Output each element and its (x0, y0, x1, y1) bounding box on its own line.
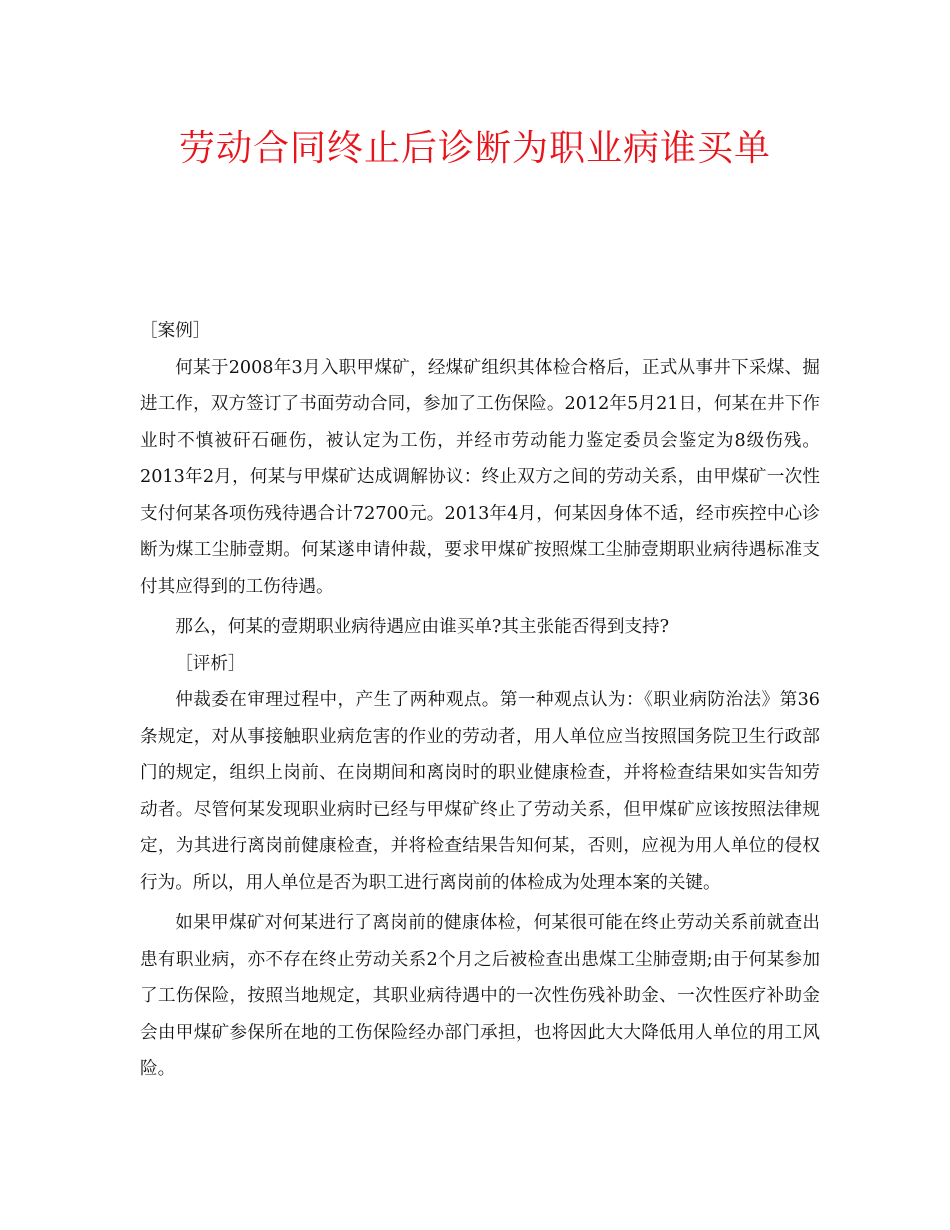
section-label-analysis: ［评析］ (175, 653, 246, 674)
paragraph-case-facts: 何某于2008年3月入职甲煤矿，经煤矿组织其体检合格后，正式从事井下采煤、掘进工作，双方签订了书面劳动合同，参加了工伤保险。2012年5月21日，何某在井下作业时不慎被矸石砸伤，被认定为工伤，并经市劳动能力鉴定委员会鉴定为8级伤残。2013年2月，何某与甲煤矿达成调解协议：终止双方之间的劳动关系，由甲煤矿一次性支付何某各项伤残待遇合计72700元。2013年4月，何某因身体不适，经市疾控中心诊断为煤工尘肺壹期。何某遂申请仲裁，要求甲煤矿按照煤工尘肺壹期职业病待遇标准支付其应得到的工伤待遇。 (140, 357, 820, 597)
section-label-case: ［案例］ (140, 321, 211, 341)
paragraph-analysis-first-view: 仲裁委在审理过程中，产生了两种观点。第一种观点认为：《职业病防治法》第36条规定，对从事接触职业病危害的作业的劳动者，用人单位应当按照国务院卫生行政部门的规定，组织上岗前、在岗期间和离岗时的职业健康检查，并将检查结果如实告知劳动者。尽管何某发现职业病时已经与甲煤矿终止了劳动关系，但甲煤矿应该按照法律规定，为其进行离岗前健康检查，并将检查结果告知何某，否则，应视为用人单位的侵权行为。所以，用人单位是否为职工进行离岗前的体检成为处理本案的关键。 (140, 690, 820, 893)
document-body (140, 313, 820, 1088)
paragraph-analysis-health-check: 如果甲煤矿对何某进行了离岗前的健康体检，何某很可能在终止劳动关系前就查出患有职业病，亦不存在终止劳动关系2个月之后被检查出患煤工尘肺壹期;由于何某参加了工伤保险，按照当地规定，其职业病待遇中的一次性伤残补助金、一次性医疗补助金会由甲煤矿参保所在地的工伤保险经办部门承担，也将因此大大降低用人单位的用工风险。 (140, 913, 820, 1079)
document-title: 劳动合同终止后诊断为职业病谁买单 (178, 128, 771, 169)
paragraph-question: 那么，何某的壹期职业病待遇应由谁买单?其主张能否得到支持? (175, 617, 670, 637)
